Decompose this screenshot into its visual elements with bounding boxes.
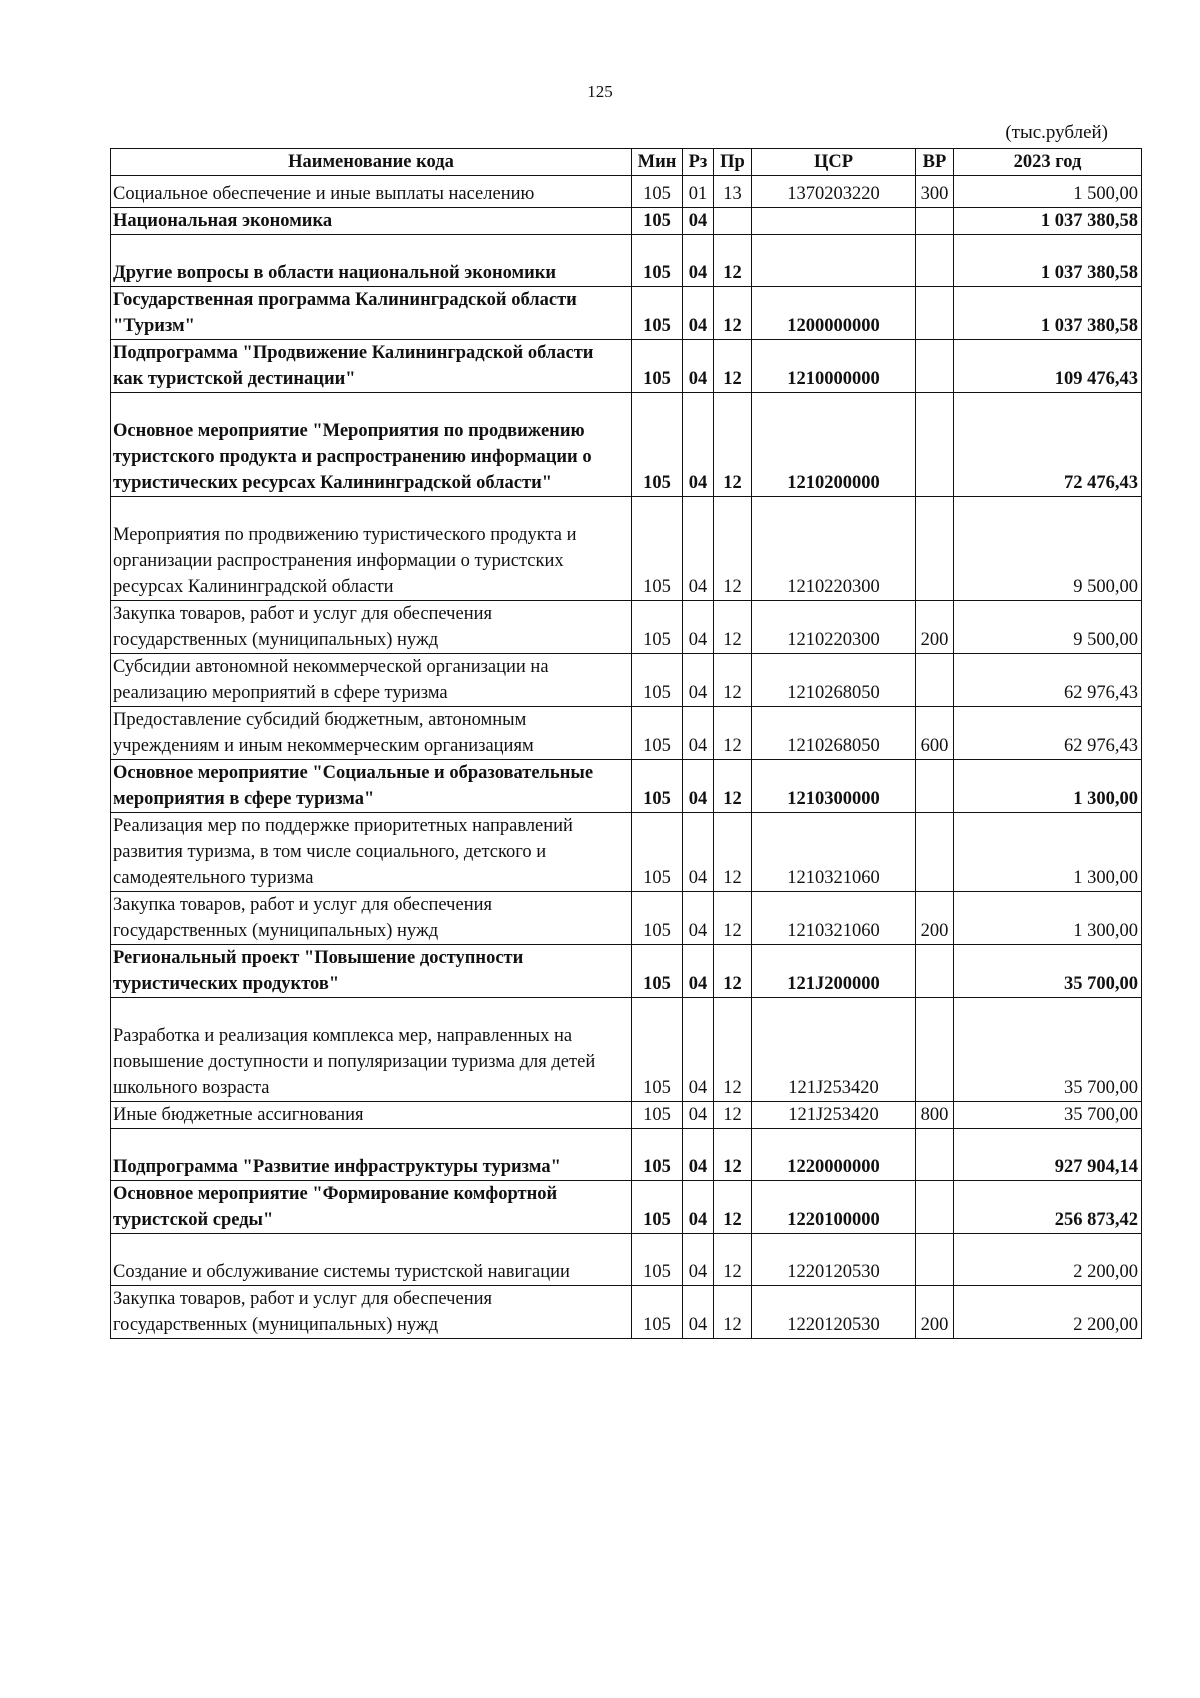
row-min-cell: 105 bbox=[632, 601, 683, 654]
table-row bbox=[111, 760, 1142, 813]
row-csr-cell: 1200000000 bbox=[752, 287, 916, 340]
row-name-cell: Подпрограмма "Развитие инфраструктуры туризма" bbox=[111, 1129, 632, 1181]
row-min-cell: 105 bbox=[632, 892, 683, 945]
row-name-cell: Создание и обслуживание системы туристской навигации bbox=[111, 1234, 632, 1286]
row-rz-cell: 04 bbox=[683, 1129, 714, 1181]
row-pr-cell: 12 bbox=[714, 287, 752, 340]
row-min-cell: 105 bbox=[632, 760, 683, 813]
row-min-cell: 105 bbox=[632, 998, 683, 1102]
row-csr-cell: 1220120530 bbox=[752, 1234, 916, 1286]
table-row bbox=[111, 235, 1142, 287]
row-sum-cell: 1 037 380,58 bbox=[954, 235, 1142, 287]
row-pr-cell bbox=[714, 208, 752, 235]
row-name-cell: Мероприятия по продвижению туристического продукта и организации распространения информации о туристских ресурсах Калининградской области bbox=[111, 497, 632, 601]
row-vr-cell: 200 bbox=[916, 892, 954, 945]
row-sum-cell: 35 700,00 bbox=[954, 945, 1142, 998]
row-min-cell: 105 bbox=[632, 1129, 683, 1181]
row-min-cell: 105 bbox=[632, 945, 683, 998]
row-sum-cell: 9 500,00 bbox=[954, 601, 1142, 654]
row-pr-cell: 12 bbox=[714, 892, 752, 945]
row-sum-cell: 1 037 380,58 bbox=[954, 208, 1142, 235]
row-rz-cell: 04 bbox=[683, 892, 714, 945]
row-sum-cell: 1 500,00 bbox=[954, 176, 1142, 208]
row-rz-cell: 04 bbox=[683, 813, 714, 892]
row-csr-cell: 1210220300 bbox=[752, 497, 916, 601]
row-name-cell: Закупка товаров, работ и услуг для обеспечения государственных (муниципальных) нужд bbox=[111, 892, 632, 945]
row-csr-cell bbox=[752, 208, 916, 235]
units-note: (тыс.рублей) bbox=[1005, 122, 1108, 143]
row-csr-cell: 1220000000 bbox=[752, 1129, 916, 1181]
row-rz-cell: 04 bbox=[683, 235, 714, 287]
table-body bbox=[111, 176, 1142, 1339]
row-pr-cell: 12 bbox=[714, 1234, 752, 1286]
row-rz-cell: 04 bbox=[683, 760, 714, 813]
row-rz-cell: 04 bbox=[683, 945, 714, 998]
row-min-cell: 105 bbox=[632, 340, 683, 393]
row-vr-cell bbox=[916, 760, 954, 813]
row-sum-cell: 256 873,42 bbox=[954, 1181, 1142, 1234]
table-row bbox=[111, 208, 1142, 235]
row-name-cell: Закупка товаров, работ и услуг для обеспечения государственных (муниципальных) нужд bbox=[111, 1286, 632, 1339]
row-vr-cell bbox=[916, 998, 954, 1102]
row-pr-cell: 12 bbox=[714, 340, 752, 393]
table-row bbox=[111, 945, 1142, 998]
row-vr-cell bbox=[916, 287, 954, 340]
row-rz-cell: 04 bbox=[683, 1102, 714, 1129]
row-name-cell: Государственная программа Калининградской области "Туризм" bbox=[111, 287, 632, 340]
row-pr-cell: 12 bbox=[714, 235, 752, 287]
row-rz-cell: 04 bbox=[683, 707, 714, 760]
row-sum-cell: 2 200,00 bbox=[954, 1234, 1142, 1286]
table-row bbox=[111, 1129, 1142, 1181]
header-year: 2023 год bbox=[954, 149, 1142, 176]
row-vr-cell bbox=[916, 208, 954, 235]
row-pr-cell: 12 bbox=[714, 998, 752, 1102]
row-vr-cell: 800 bbox=[916, 1102, 954, 1129]
row-vr-cell: 200 bbox=[916, 1286, 954, 1339]
row-name-cell: Иные бюджетные ассигнования bbox=[111, 1102, 632, 1129]
row-pr-cell: 12 bbox=[714, 1102, 752, 1129]
row-sum-cell: 62 976,43 bbox=[954, 654, 1142, 707]
table-row bbox=[111, 287, 1142, 340]
row-csr-cell: 1210268050 bbox=[752, 654, 916, 707]
row-sum-cell: 109 476,43 bbox=[954, 340, 1142, 393]
header-name: Наименование кода bbox=[111, 149, 632, 176]
row-vr-cell bbox=[916, 1234, 954, 1286]
row-name-cell: Основное мероприятие "Социальные и образовательные мероприятия в сфере туризма" bbox=[111, 760, 632, 813]
page-number: 125 bbox=[587, 82, 613, 101]
row-rz-cell: 04 bbox=[683, 1234, 714, 1286]
row-pr-cell: 12 bbox=[714, 707, 752, 760]
table-row bbox=[111, 1181, 1142, 1234]
row-csr-cell bbox=[752, 235, 916, 287]
row-min-cell: 105 bbox=[632, 208, 683, 235]
row-pr-cell: 12 bbox=[714, 813, 752, 892]
row-vr-cell bbox=[916, 1129, 954, 1181]
row-name-cell: Национальная экономика bbox=[111, 208, 632, 235]
table-row bbox=[111, 176, 1142, 208]
table-row bbox=[111, 707, 1142, 760]
row-csr-cell: 1370203220 bbox=[752, 176, 916, 208]
row-name-cell: Подпрограмма "Продвижение Калининградской области как туристской дестинации" bbox=[111, 340, 632, 393]
row-csr-cell: 1210000000 bbox=[752, 340, 916, 393]
row-rz-cell: 04 bbox=[683, 998, 714, 1102]
row-vr-cell: 600 bbox=[916, 707, 954, 760]
row-csr-cell: 121J253420 bbox=[752, 998, 916, 1102]
row-rz-cell: 01 bbox=[683, 176, 714, 208]
row-name-cell: Предоставление субсидий бюджетным, автономным учреждениям и иным некоммерческим организациям bbox=[111, 707, 632, 760]
row-sum-cell: 62 976,43 bbox=[954, 707, 1142, 760]
row-csr-cell: 1210220300 bbox=[752, 601, 916, 654]
table-header bbox=[111, 149, 1142, 176]
row-pr-cell: 12 bbox=[714, 1181, 752, 1234]
row-csr-cell: 121J200000 bbox=[752, 945, 916, 998]
row-sum-cell: 1 037 380,58 bbox=[954, 287, 1142, 340]
row-pr-cell: 12 bbox=[714, 601, 752, 654]
row-name-cell: Разработка и реализация комплекса мер, направленных на повышение доступности и популяризации туризма для детей школьного возраста bbox=[111, 998, 632, 1102]
row-sum-cell: 35 700,00 bbox=[954, 998, 1142, 1102]
row-min-cell: 105 bbox=[632, 1102, 683, 1129]
row-name-cell: Социальное обеспечение и иные выплаты населению bbox=[111, 176, 632, 208]
row-csr-cell: 1210321060 bbox=[752, 813, 916, 892]
row-csr-cell: 1210321060 bbox=[752, 892, 916, 945]
row-pr-cell: 12 bbox=[714, 1286, 752, 1339]
row-vr-cell bbox=[916, 654, 954, 707]
row-pr-cell: 12 bbox=[714, 654, 752, 707]
row-sum-cell: 1 300,00 bbox=[954, 892, 1142, 945]
row-pr-cell: 12 bbox=[714, 945, 752, 998]
row-csr-cell: 1210268050 bbox=[752, 707, 916, 760]
row-rz-cell: 04 bbox=[683, 208, 714, 235]
row-pr-cell: 12 bbox=[714, 393, 752, 497]
row-rz-cell: 04 bbox=[683, 287, 714, 340]
row-vr-cell: 300 bbox=[916, 176, 954, 208]
table-row bbox=[111, 892, 1142, 945]
row-rz-cell: 04 bbox=[683, 1181, 714, 1234]
row-min-cell: 105 bbox=[632, 1181, 683, 1234]
row-name-cell: Закупка товаров, работ и услуг для обеспечения государственных (муниципальных) нужд bbox=[111, 601, 632, 654]
row-sum-cell: 927 904,14 bbox=[954, 1129, 1142, 1181]
row-pr-cell: 13 bbox=[714, 176, 752, 208]
row-pr-cell: 12 bbox=[714, 760, 752, 813]
row-min-cell: 105 bbox=[632, 813, 683, 892]
row-rz-cell: 04 bbox=[683, 601, 714, 654]
budget-table bbox=[110, 148, 1142, 1339]
table-row bbox=[111, 497, 1142, 601]
row-csr-cell: 1220120530 bbox=[752, 1286, 916, 1339]
row-min-cell: 105 bbox=[632, 287, 683, 340]
row-csr-cell: 1220100000 bbox=[752, 1181, 916, 1234]
table-row bbox=[111, 340, 1142, 393]
header-rz: Рз bbox=[683, 149, 714, 176]
row-rz-cell: 04 bbox=[683, 393, 714, 497]
table-row bbox=[111, 1102, 1142, 1129]
row-vr-cell bbox=[916, 1181, 954, 1234]
row-name-cell: Основное мероприятие "Мероприятия по продвижению туристского продукта и распространению информации о туристических ресурсах Калининградской области" bbox=[111, 393, 632, 497]
row-vr-cell bbox=[916, 945, 954, 998]
row-name-cell: Региональный проект "Повышение доступности туристических продуктов" bbox=[111, 945, 632, 998]
header-pr: Пр bbox=[714, 149, 752, 176]
row-rz-cell: 04 bbox=[683, 1286, 714, 1339]
row-rz-cell: 04 bbox=[683, 654, 714, 707]
table-row bbox=[111, 1286, 1142, 1339]
row-sum-cell: 9 500,00 bbox=[954, 497, 1142, 601]
row-sum-cell: 72 476,43 bbox=[954, 393, 1142, 497]
row-sum-cell: 35 700,00 bbox=[954, 1102, 1142, 1129]
row-name-cell: Основное мероприятие "Формирование комфортной туристской среды" bbox=[111, 1181, 632, 1234]
row-vr-cell bbox=[916, 497, 954, 601]
row-sum-cell: 1 300,00 bbox=[954, 760, 1142, 813]
row-min-cell: 105 bbox=[632, 707, 683, 760]
header-vr: ВР bbox=[916, 149, 954, 176]
row-rz-cell: 04 bbox=[683, 497, 714, 601]
row-vr-cell bbox=[916, 340, 954, 393]
header-csr: ЦСР bbox=[752, 149, 916, 176]
table-row bbox=[111, 813, 1142, 892]
row-csr-cell: 121J253420 bbox=[752, 1102, 916, 1129]
row-min-cell: 105 bbox=[632, 1286, 683, 1339]
row-min-cell: 105 bbox=[632, 393, 683, 497]
row-pr-cell: 12 bbox=[714, 1129, 752, 1181]
table-row bbox=[111, 1234, 1142, 1286]
row-pr-cell: 12 bbox=[714, 497, 752, 601]
row-min-cell: 105 bbox=[632, 654, 683, 707]
row-csr-cell: 1210300000 bbox=[752, 760, 916, 813]
table-row bbox=[111, 393, 1142, 497]
row-min-cell: 105 bbox=[632, 497, 683, 601]
row-rz-cell: 04 bbox=[683, 340, 714, 393]
row-vr-cell bbox=[916, 813, 954, 892]
table-row bbox=[111, 998, 1142, 1102]
row-min-cell: 105 bbox=[632, 1234, 683, 1286]
row-vr-cell bbox=[916, 393, 954, 497]
row-vr-cell bbox=[916, 235, 954, 287]
row-sum-cell: 2 200,00 bbox=[954, 1286, 1142, 1339]
row-min-cell: 105 bbox=[632, 235, 683, 287]
table-row bbox=[111, 601, 1142, 654]
row-min-cell: 105 bbox=[632, 176, 683, 208]
table-row bbox=[111, 654, 1142, 707]
row-vr-cell: 200 bbox=[916, 601, 954, 654]
row-csr-cell: 1210200000 bbox=[752, 393, 916, 497]
row-sum-cell: 1 300,00 bbox=[954, 813, 1142, 892]
header-min: Мин bbox=[632, 149, 683, 176]
row-name-cell: Реализация мер по поддержке приоритетных направлений развития туризма, в том числе социального, детского и самодеятельного туризма bbox=[111, 813, 632, 892]
row-name-cell: Другие вопросы в области национальной экономики bbox=[111, 235, 632, 287]
row-name-cell: Субсидии автономной некоммерческой организации на реализацию мероприятий в сфере туризма bbox=[111, 654, 632, 707]
